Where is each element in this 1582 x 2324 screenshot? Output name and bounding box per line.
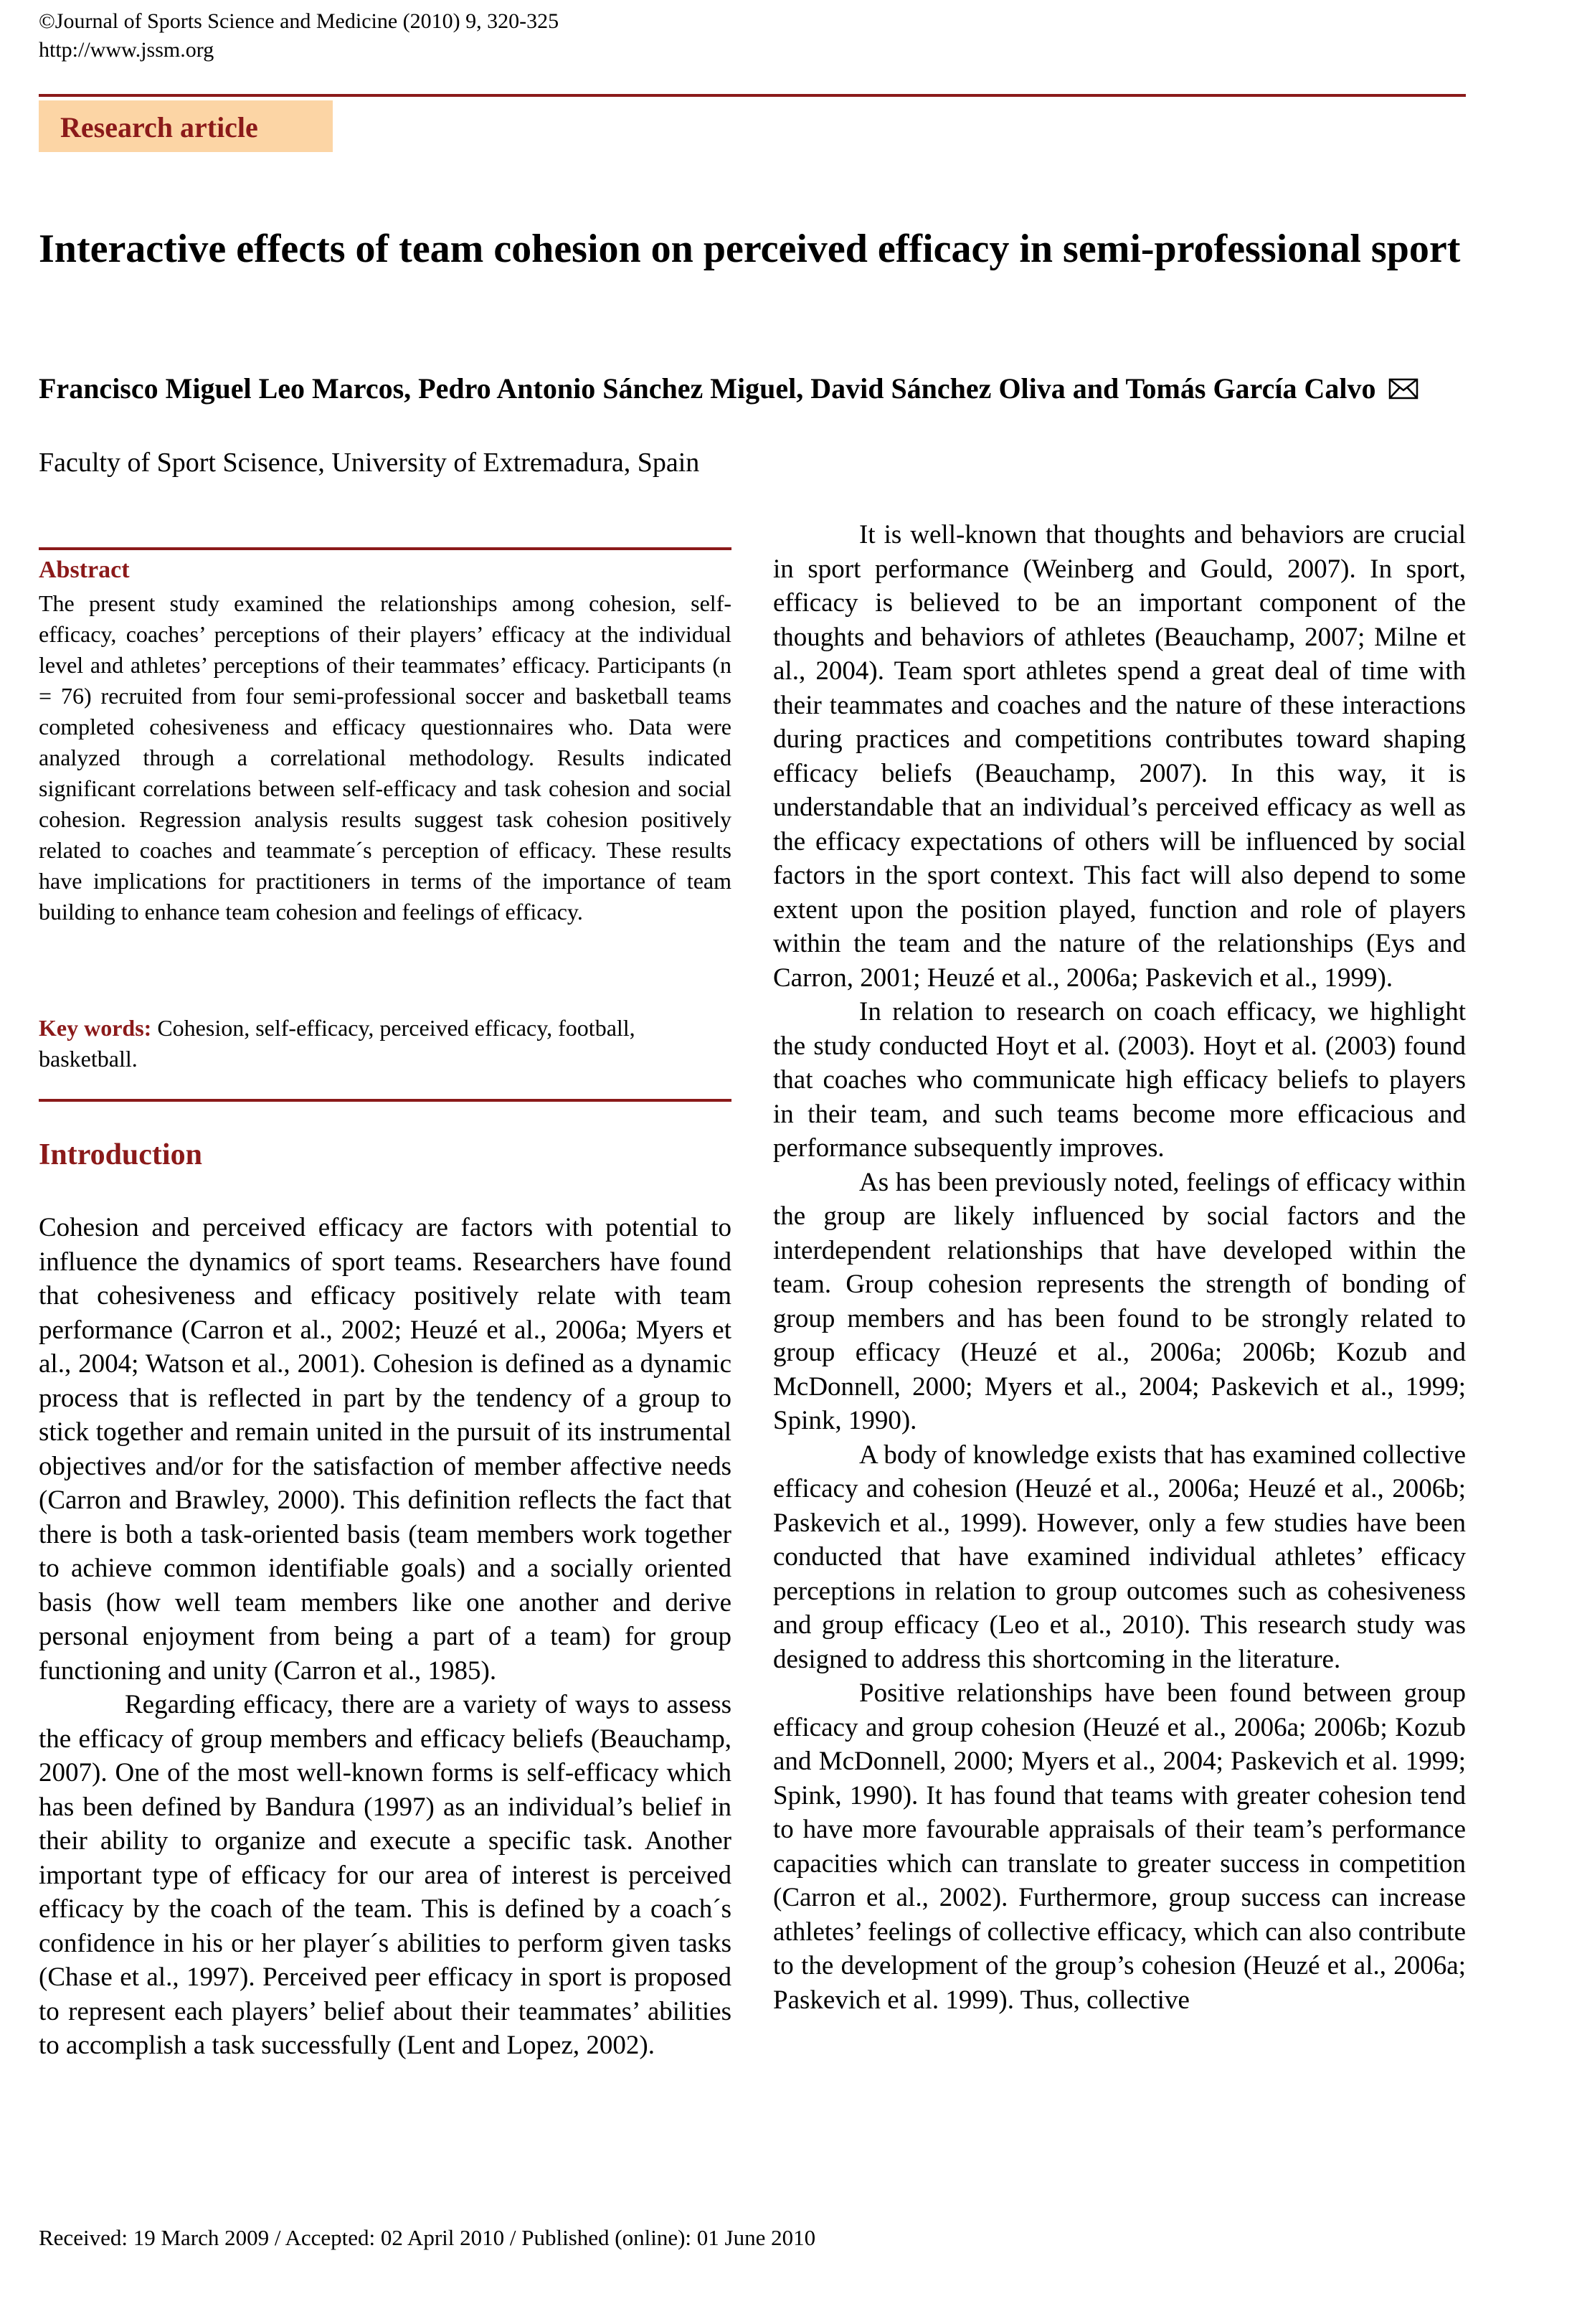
- paragraph: Regarding efficacy, there are a variety of ways to assess the efficacy of group members and efficacy beliefs (Beauchamp, 2007). One of the most well-known forms is self-efficacy which has been defined by Bandura (1997) as an individual’s belief in their ability to organize and execute a specific task. Another important type of efficacy for our area of interest is perceived efficacy by the coach of the team. This is defined by a coach´s confidence in his or her player´s abilities to perform given tasks (Chase et al., 1997). Perceived peer efficacy in sport is proposed to represent each players’ belief about their teammates’ abilities to accomplish a task successfully (Lent and Lopez, 2002).: [39, 1690, 731, 2060]
- introduction-heading: Introduction: [39, 1138, 202, 1171]
- publication-dates: Received: 19 March 2009 / Accepted: 02 April 2010 / Published (online): 01 June 2010: [39, 2225, 816, 2250]
- paragraph: Positive relationships have been found between group efficacy and group cohesion (Heuzé et al., 2006a; 2006b; Kozub and McDonnell, 2000; Myers et al., 2004; Paskevich et al. 1999; Spink, 1990). It has found that teams with greater cohesion tend to have more favourable appraisals of their team’s performance capacities which can translate to greater success in competition (Carron et al., 2002). Furthermore, group success can increase athletes’ feelings of collective efficacy, which can also contribute to the development of the group’s cohesion (Heuzé et al., 2006a; Paskevich et al. 1999). Thus, collective: [773, 1678, 1466, 2015]
- abstract-heading: Abstract: [39, 557, 130, 583]
- keywords-label: Key words:: [39, 1015, 152, 1041]
- author-names: Francisco Miguel Leo Marcos, Pedro Antonio Sánchez Miguel, David Sánchez Oliva and Tomás García Calvo: [39, 372, 1376, 405]
- journal-citation: ©Journal of Sports Science and Medicine (2010) 9, 320-325: [39, 9, 559, 33]
- paragraph: It is well-known that thoughts and behaviors are crucial in sport performance (Weinberg and Gould, 2007). In sport, efficacy is believed to be an important component of the thoughts and behaviors of athletes (Beauchamp, 2007; Milne et al., 2004). Team sport athletes spend a great deal of time with their teammates and coaches and the nature of these interactions during practices and competitions contributes toward shaping efficacy beliefs (Beauchamp, 2007). In this way, it is understandable that an individual’s perceived efficacy as well as the efficacy expectations of others will be influenced by social factors in the sport context. This fact will also depend to some extent upon the position played, function and role of players within the team and the nature of the relationships (Eys and Carron, 2001; Heuzé et al., 2006a; Paskevich et al., 1999).: [773, 520, 1466, 993]
- article-title: Interactive effects of team cohesion on perceived efficacy in semi-professional sport: [39, 227, 1461, 271]
- author-list: [39, 370, 1466, 407]
- keywords-text: Cohesion, self-efficacy, perceived efficacy, football, basketball.: [39, 1015, 635, 1072]
- abstract-bottom-rule: [39, 1099, 731, 1102]
- paragraph: As has been previously noted, feelings of efficacy within the group are likely influenced by social factors and the interdependent relationships that have developed within the team. Group cohesion represents the strength of bonding of group members and has been found to be strongly related to group efficacy (Heuzé et al., 2006a; 2006b; Kozub and McDonnell, 2000; Myers et al., 2004; Paskevich et al., 1999; Spink, 1990).: [773, 1167, 1466, 1435]
- envelope-icon[interactable]: [1388, 378, 1418, 400]
- article-type-badge: [39, 100, 333, 152]
- header-divider: [39, 94, 1466, 97]
- left-column-body: [39, 1211, 731, 2063]
- paragraph: Cohesion and perceived efficacy are factors with potential to influence the dynamics of sport teams. Researchers have found that cohesiveness and efficacy positively relate with team performance (Carron et al., 2002; Heuzé et al., 2006a; Myers et al., 2004; Watson et al., 2001). Cohesion is defined as a dynamic process that is reflected in part by the tendency of a group to stick together and remain united in the pursuit of its instrumental objectives and/or for the satisfaction of member affective needs (Carron and Brawley, 2000). This definition reflects the fact that there is both a task-oriented basis (team members work together to achieve common identifiable goals) and a socially oriented basis (how well team members like one another and derive personal enjoyment from being a part of a team) for group functioning and unity (Carron et al., 1985).: [39, 1213, 731, 1686]
- affiliation: Faculty of Sport Scisence, University of Extremadura, Spain: [39, 448, 700, 478]
- keywords: [39, 1013, 706, 1074]
- abstract-text: The present study examined the relationships among cohesion, self-efficacy, coaches’ perceptions of their players’ efficacy at the individual level and athletes’ perceptions of their teammates’ efficacy. Participants (n = 76) recruited from four semi-professional soccer and basketball teams completed cohesiveness and efficacy questionnaires who. Data were analyzed through a correlational methodology. Results indicated significant correlations between self-efficacy and task cohesion and social cohesion. Regression analysis results suggest task cohesion positively related to coaches and teammate´s perception of efficacy. These results have implications for practitioners in terms of the importance of team building to enhance team cohesion and feelings of efficacy.: [39, 590, 731, 925]
- paragraph: In relation to research on coach efficacy, we highlight the study conducted Hoyt et al. (2003). Hoyt et al. (2003) found that coaches who communicate high efficacy beliefs to players in their team, and such teams become more efficacious and performance subsequently improves.: [773, 997, 1466, 1163]
- paragraph: A body of knowledge exists that has examined collective efficacy and cohesion (Heuzé et al., 2006a; Heuzé et al., 2006b; Paskevich et al., 1999). However, only a few studies have been conducted that have examined individual athletes’ efficacy perceptions in relation to group outcomes such as cohesiveness and group efficacy (Leo et al., 2010). This research study was designed to address this shortcoming in the literature.: [773, 1440, 1466, 1674]
- right-column-body: [773, 518, 1466, 2017]
- article-type-label: Research article: [60, 111, 258, 143]
- journal-url[interactable]: http://www.jssm.org: [39, 38, 214, 62]
- abstract-top-rule: [39, 547, 731, 550]
